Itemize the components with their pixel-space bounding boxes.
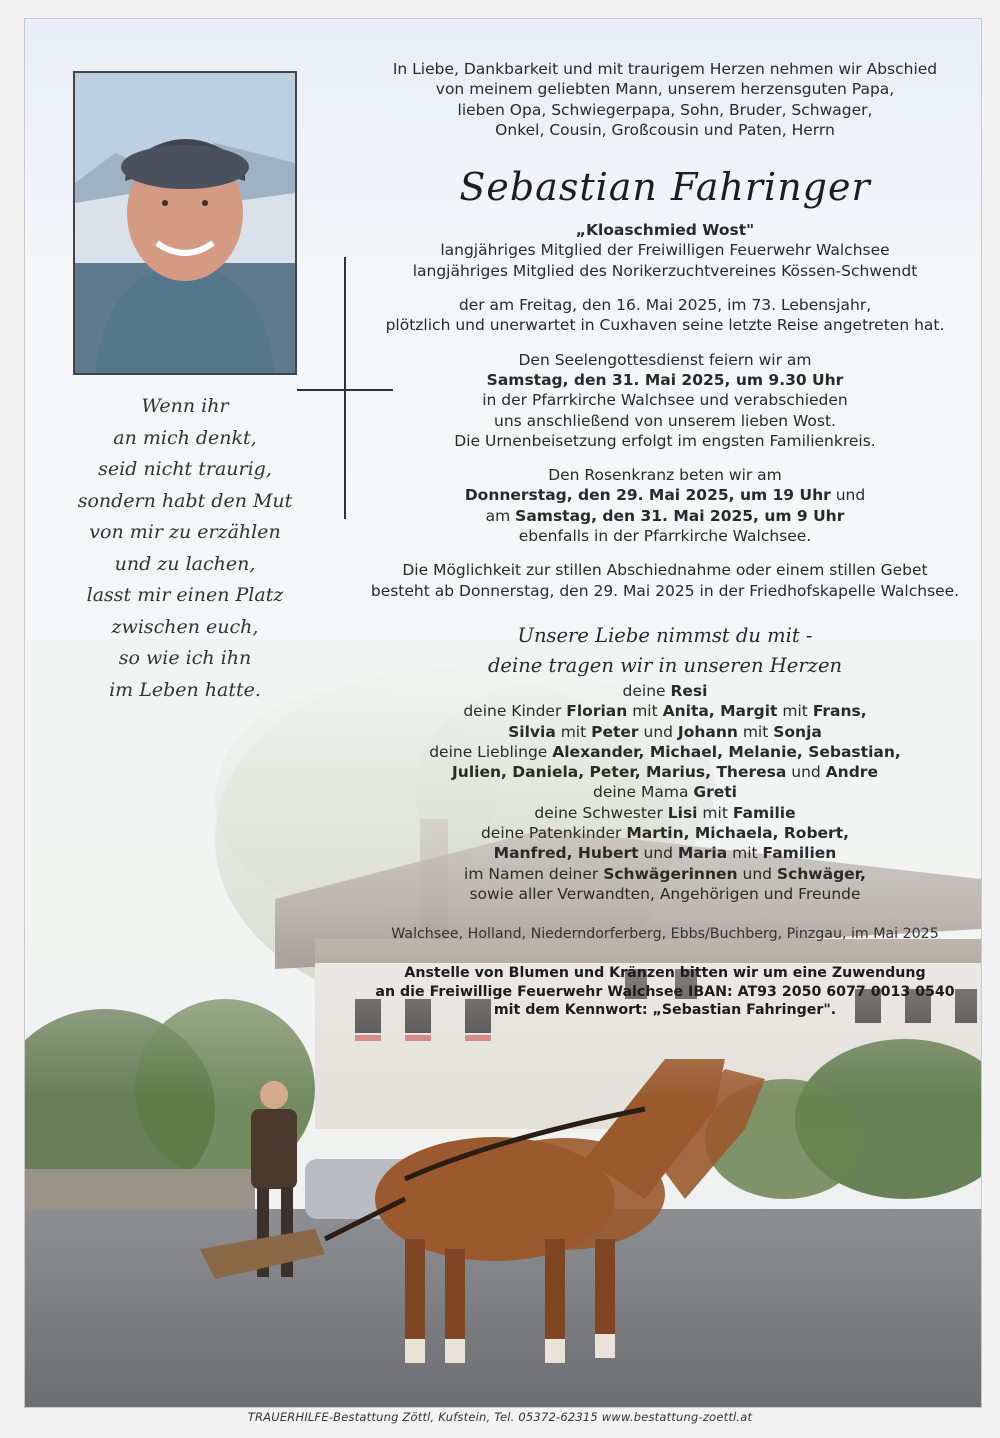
death-line: der am Freitag, den 16. Mai 2025, im 73. Lebensjahr, — [458, 296, 872, 315]
intro-line: von meinem geliebten Mann, unserem herzensguten Papa, — [435, 80, 895, 99]
rosary-text: am — [485, 506, 516, 525]
family-list — [355, 681, 975, 904]
deceased-name: Sebastian Fahringer — [459, 165, 871, 210]
quote-line: seid nicht traurig, — [98, 458, 272, 480]
family-text: mit — [555, 722, 592, 741]
family-name: Julien, Daniela, Peter, Marius, Theresa — [452, 763, 787, 782]
nickname: „Kloaschmied Wost" — [575, 221, 755, 240]
quote-line: lasst mir einen Platz — [86, 584, 284, 606]
farewell-line: Die Möglichkeit zur stillen Abschiednahme oder einem stillen Gebet — [402, 561, 928, 580]
family-line — [355, 782, 975, 802]
rosary-line: ebenfalls in der Pfarrkirche Walchsee. — [518, 527, 812, 546]
family-line — [355, 823, 975, 843]
service-line: uns anschließend von unserem lieben Wost. — [494, 411, 836, 430]
intro-line: Onkel, Cousin, Großcousin und Paten, Herrn — [495, 120, 835, 139]
family-line: sowie aller Verwandten, Angehörigen und Freunde — [469, 884, 861, 903]
family-text: deine Schwester — [534, 803, 668, 822]
quote-line: Wenn ihr — [141, 395, 229, 417]
quote-line: so wie ich ihn — [118, 647, 252, 669]
obituary-text — [355, 59, 975, 1020]
rosary-line — [355, 506, 975, 526]
family-text: mit — [627, 702, 663, 721]
motto-line: deine tragen wir in unseren Herzen — [487, 653, 843, 677]
portrait-image — [75, 73, 295, 373]
quote-line: sondern habt den Mut — [77, 489, 293, 512]
family-line — [355, 864, 975, 884]
service-line: in der Pfarrkirche Walchsee und verabschieden — [482, 391, 848, 410]
service-line: Den Seelengottesdienst feiern wir am — [518, 350, 812, 369]
funeral-home-footer: TRAUERHILFE-Bestattung Zöttl, Kufstein, Tel. 05372-62315 www.bestattung-zoettl.at — [247, 1410, 753, 1424]
family-name: Johann — [677, 722, 738, 741]
family-name: Sonja — [773, 722, 822, 741]
family-line — [355, 701, 975, 721]
family-line — [355, 681, 975, 701]
family-name: Schwäger, — [776, 864, 866, 883]
family-name: Martin, Michaela, Robert, — [626, 824, 850, 843]
quote-line: von mir zu erzählen — [89, 521, 281, 543]
family-name: Silvia — [508, 722, 556, 741]
family-text: und — [786, 763, 826, 782]
cross-vertical-line — [344, 257, 346, 519]
memorial-quote — [65, 391, 305, 706]
rosary-date: Samstag, den 31. Mai 2025, um 9 Uhr — [515, 506, 845, 525]
family-name: Anita, Margit — [662, 702, 778, 721]
donation-line: an die Freiwillige Feuerwehr Walchsee IBAN: AT93 2050 6077 0013 0540 — [375, 983, 955, 1000]
family-line — [355, 843, 975, 863]
family-text: deine Mama — [593, 783, 694, 802]
family-name: Florian — [566, 702, 628, 721]
family-line — [355, 742, 975, 762]
portrait-photo — [73, 71, 297, 375]
family-name: Frans, — [812, 702, 867, 721]
quote-line: und zu lachen, — [114, 552, 256, 575]
donation-line: mit dem Kennwort: „Sebastian Fahringer". — [493, 1002, 837, 1019]
family-name: Peter — [591, 722, 639, 741]
family-text: deine Lieblinge — [429, 742, 553, 761]
family-text: mit — [737, 722, 774, 741]
family-text: im Namen deiner — [464, 864, 604, 883]
family-name: Alexander, Michael, Melanie, Sebastian, — [552, 742, 901, 761]
family-name: Familien — [762, 844, 837, 863]
motto-line: Unsere Liebe nimmst du mit - — [517, 623, 813, 647]
intro-line: lieben Opa, Schwiegerpapa, Sohn, Bruder, Schwager, — [457, 100, 873, 119]
membership-line: langjähriges Mitglied des Norikerzuchtvereines Kössen-Schwendt — [412, 261, 918, 280]
quote-line: an mich denkt, — [113, 426, 257, 449]
rosary-date: Donnerstag, den 29. Mai 2025, um 19 Uhr — [464, 486, 831, 505]
death-line: plötzlich und unerwartet in Cuxhaven seine letzte Reise angetreten hat. — [385, 316, 945, 335]
family-line — [355, 722, 975, 742]
rosary-line: Den Rosenkranz beten wir am — [548, 466, 782, 485]
rosary-line — [355, 485, 975, 505]
family-line — [355, 803, 975, 823]
family-line — [355, 762, 975, 782]
donation-line: Anstelle von Blumen und Kränzen bitten wir um eine Zuwendung — [404, 965, 926, 982]
family-text: deine — [622, 681, 671, 700]
family-text: und — [737, 864, 777, 883]
family-name: Andre — [825, 763, 878, 782]
family-text: und — [638, 722, 678, 741]
family-name: Resi — [670, 681, 708, 700]
family-name: Greti — [693, 783, 737, 802]
family-text: mit — [727, 844, 763, 863]
family-name: Manfred, Hubert — [493, 844, 639, 863]
family-text: deine Patenkinder — [480, 824, 627, 843]
farewell-line: besteht ab Donnerstag, den 29. Mai 2025 in der Friedhofskapelle Walchsee. — [370, 581, 960, 600]
family-text: mit — [777, 702, 813, 721]
rosary-text: und — [830, 486, 866, 505]
quote-line: zwischen euch, — [111, 615, 259, 638]
family-text: mit — [697, 803, 733, 822]
family-name: Maria — [677, 844, 728, 863]
service-line: Die Urnenbeisetzung erfolgt im engsten Familienkreis. — [454, 431, 876, 450]
service-date: Samstag, den 31. Mai 2025, um 9.30 Uhr — [486, 370, 844, 389]
family-name: Schwägerinnen — [603, 864, 738, 883]
obituary-card — [24, 18, 982, 1408]
family-text: und — [638, 844, 678, 863]
quote-line: im Leben hatte. — [109, 678, 261, 701]
intro-line: In Liebe, Dankbarkeit und mit traurigem Herzen nehmen wir Abschied — [392, 60, 938, 78]
family-name: Familie — [732, 803, 796, 822]
membership-line: langjähriges Mitglied der Freiwilligen Feuerwehr Walchsee — [440, 241, 890, 260]
family-name: Lisi — [667, 803, 698, 822]
family-text: deine Kinder — [463, 702, 567, 721]
places-line: Walchsee, Holland, Niederndorferberg, Ebbs/Buchberg, Pinzgau, im Mai 2025 — [391, 926, 939, 943]
